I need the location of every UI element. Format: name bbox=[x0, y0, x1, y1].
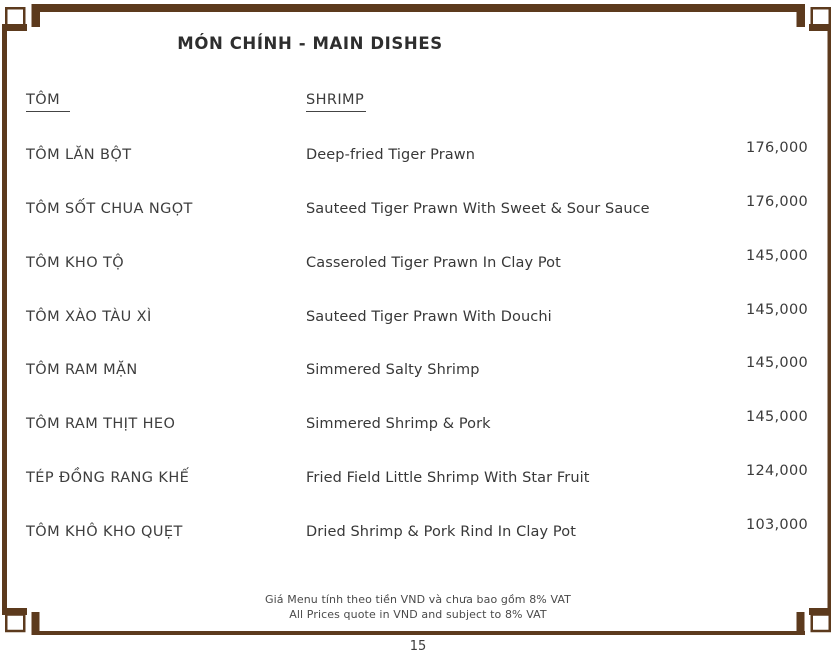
dish-name-english: Casseroled Tiger Prawn In Clay Pot bbox=[306, 254, 561, 271]
menu-row bbox=[0, 355, 836, 416]
menu-row bbox=[0, 516, 836, 578]
dish-name-vietnamese: TÔM XÀO TÀU XÌ bbox=[26, 308, 152, 325]
menu-row bbox=[0, 463, 836, 524]
section-header-vietnamese: TÔM bbox=[26, 92, 70, 112]
dish-price: 176,000 bbox=[745, 140, 808, 156]
page-title: MÓN CHÍNH - MAIN DISHES bbox=[177, 34, 443, 53]
dish-name-english: Fried Field Little Shrimp With Star Fruit bbox=[306, 470, 590, 487]
menu-row bbox=[0, 301, 836, 363]
dish-name-vietnamese: TÔM KHO TỘ bbox=[26, 254, 125, 271]
dish-name-english: Simmered Shrimp & Pork bbox=[306, 416, 491, 433]
dish-price: 176,000 bbox=[745, 193, 808, 210]
dish-price: 103,000 bbox=[745, 516, 808, 533]
footer-note-vietnamese: Giá Menu tính theo tiền VND và chưa bao gồm 8% VAT bbox=[265, 593, 571, 606]
menu-row bbox=[0, 140, 836, 201]
dish-name-vietnamese: TÔM SỐT CHUA NGỌT bbox=[26, 200, 193, 217]
page-number: 15 bbox=[409, 639, 427, 654]
footer-note bbox=[0, 593, 836, 622]
footer-note-english: All Prices quote in VND and subject to 8% VAT bbox=[289, 607, 547, 621]
frame-bottom-line bbox=[32, 631, 806, 635]
corner-ornament-top-left bbox=[2, 4, 40, 31]
dish-price: 145,000 bbox=[745, 355, 808, 372]
frame-top-line bbox=[32, 4, 806, 12]
dish-price: 145,000 bbox=[745, 301, 808, 318]
menu-rows bbox=[0, 140, 836, 578]
dish-name-english: Sauteed Tiger Prawn With Douchi bbox=[306, 308, 552, 325]
dish-name-vietnamese: TÔM KHÔ KHO QUẸT bbox=[26, 523, 183, 540]
menu-row bbox=[0, 247, 836, 309]
dish-name-english: Deep-fried Tiger Prawn bbox=[306, 147, 475, 163]
dish-name-vietnamese: TÔM LĂN BỘT bbox=[26, 147, 132, 163]
menu-row bbox=[0, 409, 836, 470]
dish-name-vietnamese: TÔM RAM MẶN bbox=[26, 362, 138, 379]
dish-name-english: Dried Shrimp & Pork Rind In Clay Pot bbox=[306, 523, 576, 540]
dish-price: 145,000 bbox=[745, 409, 808, 426]
menu-row bbox=[0, 193, 836, 255]
dish-price: 124,000 bbox=[745, 463, 808, 480]
dish-name-vietnamese: TÉP ĐỒNG RANG KHẾ bbox=[26, 470, 190, 487]
section-header-english: SHRIMP bbox=[306, 92, 366, 112]
dish-name-english: Sauteed Tiger Prawn With Sweet & Sour Sauce bbox=[306, 200, 650, 217]
corner-ornament-top-right bbox=[797, 4, 832, 31]
dish-name-vietnamese: TÔM RAM THỊT HEO bbox=[26, 416, 176, 433]
dish-price: 145,000 bbox=[745, 247, 808, 264]
dish-name-english: Simmered Salty Shrimp bbox=[306, 362, 480, 379]
